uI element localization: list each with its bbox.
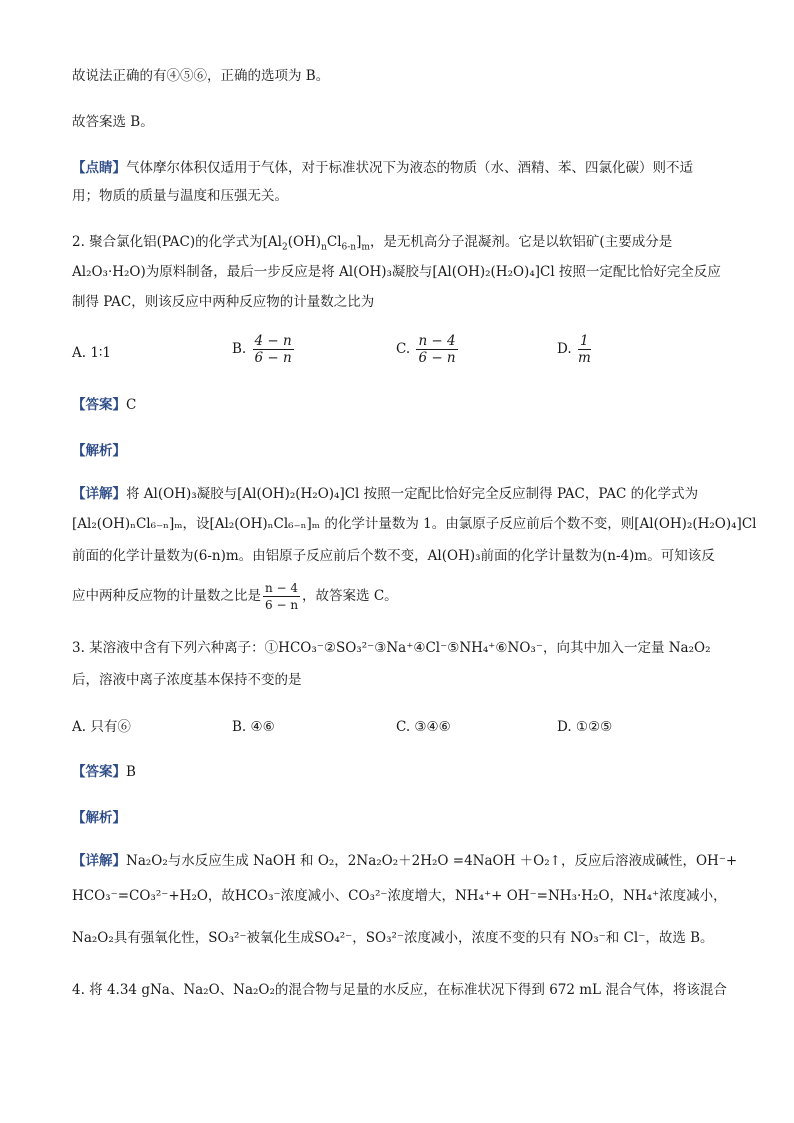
numerator: 1 [578, 333, 591, 350]
fraction [263, 580, 300, 613]
denominator: 6 − n [265, 598, 299, 612]
text-span: ，是无机高分子混凝剂。它是以软铝矿(主要成分是 [369, 234, 673, 250]
question-4-line: 4. 将 4.34 gNa、Na₂O、Na₂O₂的混合物与足量的水反应，在标准状况下得到 672 mL 混合气体，将该混合 [72, 982, 727, 998]
option-d [557, 333, 593, 366]
text-span: (OH) [287, 234, 322, 250]
option-a: A. 只有⑥ [72, 719, 131, 735]
text-line: 用；物质的质量与温度和压强无关。 [72, 188, 288, 204]
text-line: HCO₃⁻=CO₃²⁻+H₂O，故HCO₃⁻浓度减小、CO₃²⁻浓度增大，NH₄⁺+ OH⁻=NH₃·H₂O，NH₄⁺浓度减小， [72, 888, 727, 904]
text-line: 制得 PAC，则该反应中两种反应物的计量数之比为 [72, 294, 375, 310]
analysis-line [72, 441, 126, 461]
analysis-tag: 【解析】 [72, 443, 126, 459]
text-line: 后，溶液中离子浓度基本保持不变的是 [72, 672, 302, 688]
answer-tag: 【答案】 [72, 397, 126, 413]
denominator: 6 − n [418, 350, 456, 366]
option-c [396, 333, 460, 366]
text-span: Na₂O₂与水反应生成 NaOH 和 O₂，2Na₂O₂＋2H₂O =4NaOH ＋O₂↑，反应后溶液成碱性，OH⁻+ [126, 853, 738, 869]
text-line: [Al₂(OH)ₙCl₆₋ₙ]ₘ，设[Al₂(OH)ₙCl₆₋ₙ]ₘ 的化学计量数为 1。由氯原子反应前后个数不变，则[Al(OH)₂(H₂O)₄]Cl [72, 516, 757, 532]
text-line [72, 580, 398, 613]
detail-tag: 【详解】 [72, 853, 126, 869]
answer-line [72, 395, 136, 415]
detail-line [72, 851, 737, 871]
note-line [72, 158, 693, 178]
question-2-line: 2. 聚合氯化铝(PAC)的化学式为$[Al_2(OH)_nCl_{6-n}]_m$，是无机高分子混凝剂。它是以软铝矿(主要成分是 [72, 234, 673, 253]
answer-value: C [126, 397, 137, 413]
option-label: B. [232, 341, 247, 357]
question-3-line: 3. 某溶液中含有下列六种离子：①HCO₃⁻②SO₃²⁻③Na⁺④Cl⁻⑤NH₄⁺⑥NO₃⁻，向其中加入一定量 Na₂O₂ [72, 640, 711, 656]
text-span: 将 Al(OH)₃凝胶与[Al(OH)₂(H₂O)₄]Cl 按照一定配比恰好完全反应制得 PAC，PAC 的化学式为 [126, 486, 699, 502]
detail-line [72, 484, 698, 504]
denominator: m [577, 350, 591, 366]
numerator: n − 4 [418, 333, 456, 349]
option-label: D. [557, 341, 572, 357]
denominator: 6 − n [254, 350, 292, 366]
note-text: 气体摩尔体积仅适用于气体，对于标准状况下为液态的物质（水、酒精、苯、四氯化碳）则不适 [126, 160, 693, 176]
text-line: Na₂O₂具有强氧化性，SO₃²⁻被氧化生成SO₄²⁻，SO₃²⁻浓度减小，浓度不变的只有 NO₃⁻和 Cl⁻，故选 B。 [72, 930, 714, 946]
answer-value: B [126, 764, 136, 780]
option-b [232, 333, 296, 366]
text-line: 前面的化学计量数为(6-n)m。由铝原子反应前后个数不变，Al(OH)₃前面的化学计量数为(n-4)m。可知该反 [72, 548, 715, 564]
fraction [253, 333, 294, 366]
numerator: n − 4 [265, 581, 299, 595]
answer-tag: 【答案】 [72, 764, 126, 780]
option-a: A. 1∶1 [72, 345, 112, 361]
numerator: 4 − n [254, 333, 292, 349]
text-line: 故说法正确的有④⑤⑥，正确的选项为 B。 [72, 68, 330, 84]
option-label: C. [396, 341, 411, 357]
option-c: C. ③④⑥ [396, 719, 451, 735]
text-span: Cl [326, 234, 342, 250]
fraction [416, 333, 457, 366]
analysis-line [72, 808, 126, 828]
text-line: Al₂O₃·H₂O)为原料制备，最后一步反应是将 Al(OH)₃凝胶与[Al(OH)₂(H₂O)₄]Cl 按照一定配比恰好完全反应 [72, 264, 721, 280]
text-span: ] [356, 234, 362, 250]
text-span: ，故答案选 C。 [302, 588, 398, 604]
text-line: 故答案选 B。 [72, 114, 154, 130]
fraction [578, 333, 591, 366]
text-span: 2. 聚合氯化铝(PAC)的化学式为[Al [72, 234, 282, 250]
detail-tag: 【详解】 [72, 486, 126, 502]
answer-line [72, 762, 136, 782]
option-b: B. ④⑥ [232, 719, 275, 735]
analysis-tag: 【解析】 [72, 810, 126, 826]
option-d: D. ①②⑤ [557, 719, 613, 735]
note-tag: 【点睛】 [72, 160, 126, 176]
text-span: 应中两种反应物的计量数之比是 [72, 588, 261, 604]
